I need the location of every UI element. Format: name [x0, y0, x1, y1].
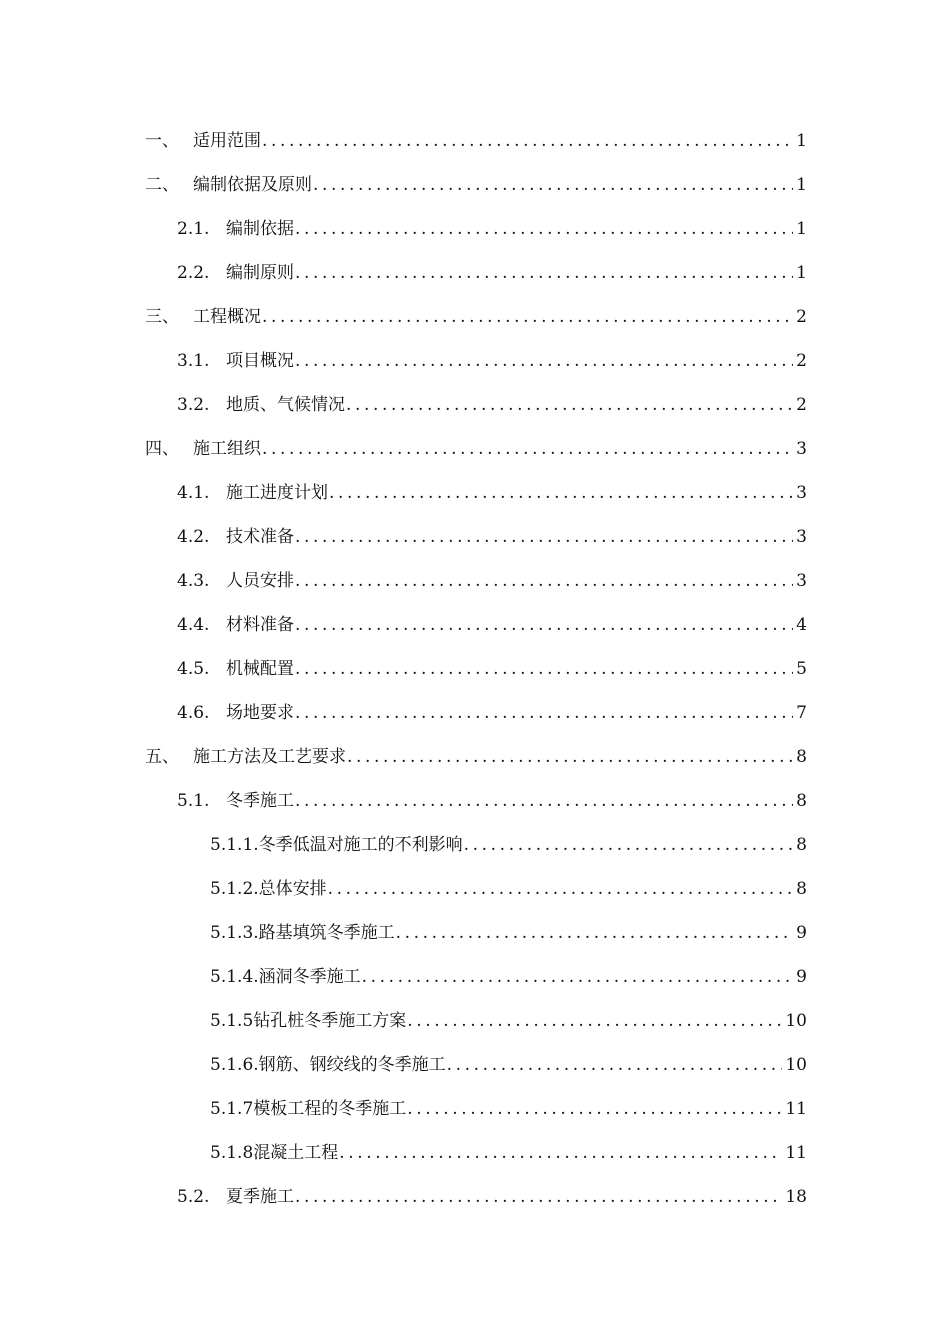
toc-entry[interactable]: [210, 958, 807, 988]
toc-entry-page: 2: [796, 351, 807, 371]
toc-entry-title: 路基填筑冬季施工: [258, 923, 395, 943]
toc-entry-title: 钢筋、钢绞线的冬季施工: [258, 1055, 446, 1075]
toc-entry[interactable]: [177, 386, 807, 416]
dot-leader: [339, 1142, 782, 1164]
dot-leader: [295, 526, 793, 548]
toc-entry-title: 人员安排: [226, 571, 294, 591]
toc-entry-title: 混凝土工程: [253, 1143, 339, 1163]
toc-entry[interactable]: [210, 1090, 807, 1120]
toc-entry-page: 1: [796, 263, 807, 283]
toc-entry-number: 一、: [145, 131, 179, 151]
toc-entry-title: 涵洞冬季施工: [258, 967, 361, 987]
dot-leader: [262, 306, 793, 328]
dot-leader: [262, 438, 793, 460]
toc-entry-title: 适用范围: [193, 131, 261, 151]
toc-entry-title: 机械配置: [226, 659, 294, 679]
toc-entry-page: 7: [796, 703, 807, 723]
toc-entry-number: 四、: [145, 439, 179, 459]
toc-entry-number: 4.2.: [177, 527, 210, 547]
toc-entry-number: 2.1.: [177, 219, 210, 239]
toc-entry-number: 5.1.1.: [210, 835, 259, 855]
toc-entry-title: 总体安排: [258, 879, 327, 899]
toc-entry-page: 8: [796, 747, 807, 767]
toc-entry[interactable]: [145, 298, 807, 328]
toc-entry-page: 18: [785, 1187, 807, 1207]
toc-entry-number: 三、: [145, 307, 179, 327]
toc-entry-number: 4.4.: [177, 615, 210, 635]
toc-entry-page: 11: [785, 1099, 807, 1119]
toc-entry-page: 11: [785, 1143, 807, 1163]
dot-leader: [313, 174, 793, 196]
dot-leader: [295, 614, 793, 636]
toc-entry[interactable]: [177, 694, 807, 724]
toc-entry[interactable]: [210, 1046, 807, 1076]
toc-entry-page: 10: [785, 1011, 807, 1031]
toc-entry-number: 五、: [145, 747, 179, 767]
toc-entry-title: 冬季低温对施工的不利影响: [258, 835, 463, 855]
dot-leader: [346, 394, 793, 416]
dot-leader: [295, 658, 793, 680]
toc-entry-number: 5.1.6.: [210, 1055, 259, 1075]
dot-leader: [295, 218, 793, 240]
toc-entry[interactable]: [177, 562, 807, 592]
dot-leader: [328, 878, 794, 900]
toc-entry-page: 5: [796, 659, 807, 679]
toc-entry-number: 5.1.2.: [210, 879, 259, 899]
toc-entry-title: 项目概况: [226, 351, 294, 371]
toc-entry-page: 3: [796, 439, 807, 459]
dot-leader: [329, 482, 793, 504]
toc-entry[interactable]: [210, 1134, 807, 1164]
toc-entry-title: 夏季施工: [226, 1187, 294, 1207]
toc-entry-number: 3.2.: [177, 395, 210, 415]
toc-entry[interactable]: [177, 606, 807, 636]
toc-entry-number: 5.1.4.: [210, 967, 259, 987]
toc-entry-title: 模板工程的冬季施工: [253, 1099, 407, 1119]
dot-leader: [295, 262, 793, 284]
toc-entry-number: 5.1.3.: [210, 923, 259, 943]
toc-entry-title: 材料准备: [226, 615, 294, 635]
toc-entry-title: 场地要求: [226, 703, 294, 723]
toc-entry-page: 1: [796, 219, 807, 239]
toc-entry-title: 地质、气候情况: [226, 395, 345, 415]
toc-entry-page: 3: [796, 571, 807, 591]
toc-entry-page: 2: [796, 307, 807, 327]
toc-entry[interactable]: [177, 1178, 807, 1208]
toc-entry-title: 钻孔桩冬季施工方案: [253, 1011, 407, 1031]
toc-entry-number: 4.6.: [177, 703, 210, 723]
toc-entry[interactable]: [177, 650, 807, 680]
dot-leader: [464, 834, 794, 856]
toc-entry[interactable]: [177, 210, 807, 240]
toc-entry-number: 5.1.8: [210, 1143, 254, 1163]
toc-entry-number: 4.5.: [177, 659, 210, 679]
toc-entry-page: 1: [796, 175, 807, 195]
toc-entry-page: 2: [796, 395, 807, 415]
dot-leader: [295, 570, 793, 592]
toc-entry-title: 编制依据及原则: [193, 175, 312, 195]
toc-entry-title: 工程概况: [193, 307, 261, 327]
toc-entry-number: 4.1.: [177, 483, 210, 503]
toc-entry-number: 5.1.: [177, 791, 210, 811]
toc-entry[interactable]: [177, 254, 807, 284]
toc-entry-page: 3: [796, 483, 807, 503]
dot-leader: [295, 350, 793, 372]
toc-entry-title: 施工方法及工艺要求: [193, 747, 346, 767]
toc-entry-number: 5.1.5: [210, 1011, 254, 1031]
toc-entry-page: 3: [796, 527, 807, 547]
toc-entry[interactable]: [177, 518, 807, 548]
toc-entry-number: 二、: [145, 175, 179, 195]
toc-entry[interactable]: [210, 914, 807, 944]
dot-leader: [262, 130, 793, 152]
toc-entry[interactable]: [145, 738, 807, 768]
toc-entry-page: 8: [796, 835, 807, 855]
toc-entry[interactable]: [145, 166, 807, 196]
toc-entry-page: 9: [796, 923, 807, 943]
toc-entry-title: 编制原则: [226, 263, 294, 283]
toc-entry-page: 10: [785, 1055, 807, 1075]
toc-entry[interactable]: [210, 870, 807, 900]
toc-entry[interactable]: [145, 430, 807, 460]
dot-leader: [295, 790, 793, 812]
toc-entry-number: 4.3.: [177, 571, 210, 591]
toc-entry-page: 8: [796, 879, 807, 899]
toc-entry[interactable]: [177, 782, 807, 812]
dot-leader: [396, 922, 794, 944]
toc-entry-number: 5.1.7: [210, 1099, 254, 1119]
toc-entry-title: 施工进度计划: [226, 483, 328, 503]
dot-leader: [407, 1098, 782, 1120]
toc-entry-page: 9: [796, 967, 807, 987]
dot-leader: [347, 746, 793, 768]
toc-entry-page: 8: [796, 791, 807, 811]
toc-entry-number: 2.2.: [177, 263, 210, 283]
toc-entry-page: 1: [796, 131, 807, 151]
toc-entry-number: 5.2.: [177, 1187, 210, 1207]
dot-leader: [362, 966, 794, 988]
dot-leader: [447, 1054, 783, 1076]
dot-leader: [407, 1010, 782, 1032]
toc-entry[interactable]: [210, 1002, 807, 1032]
toc-entry[interactable]: [177, 342, 807, 372]
toc-entry-number: 3.1.: [177, 351, 210, 371]
toc-entry-title: 编制依据: [226, 219, 294, 239]
dot-leader: [295, 702, 793, 724]
toc-entry[interactable]: [145, 122, 807, 152]
toc-entry[interactable]: [177, 474, 807, 504]
toc-entry-title: 技术准备: [226, 527, 294, 547]
toc-entry[interactable]: [210, 826, 807, 856]
dot-leader: [295, 1186, 782, 1208]
toc-entry-title: 冬季施工: [226, 791, 294, 811]
toc-entry-page: 4: [796, 615, 807, 635]
toc-entry-title: 施工组织: [193, 439, 261, 459]
